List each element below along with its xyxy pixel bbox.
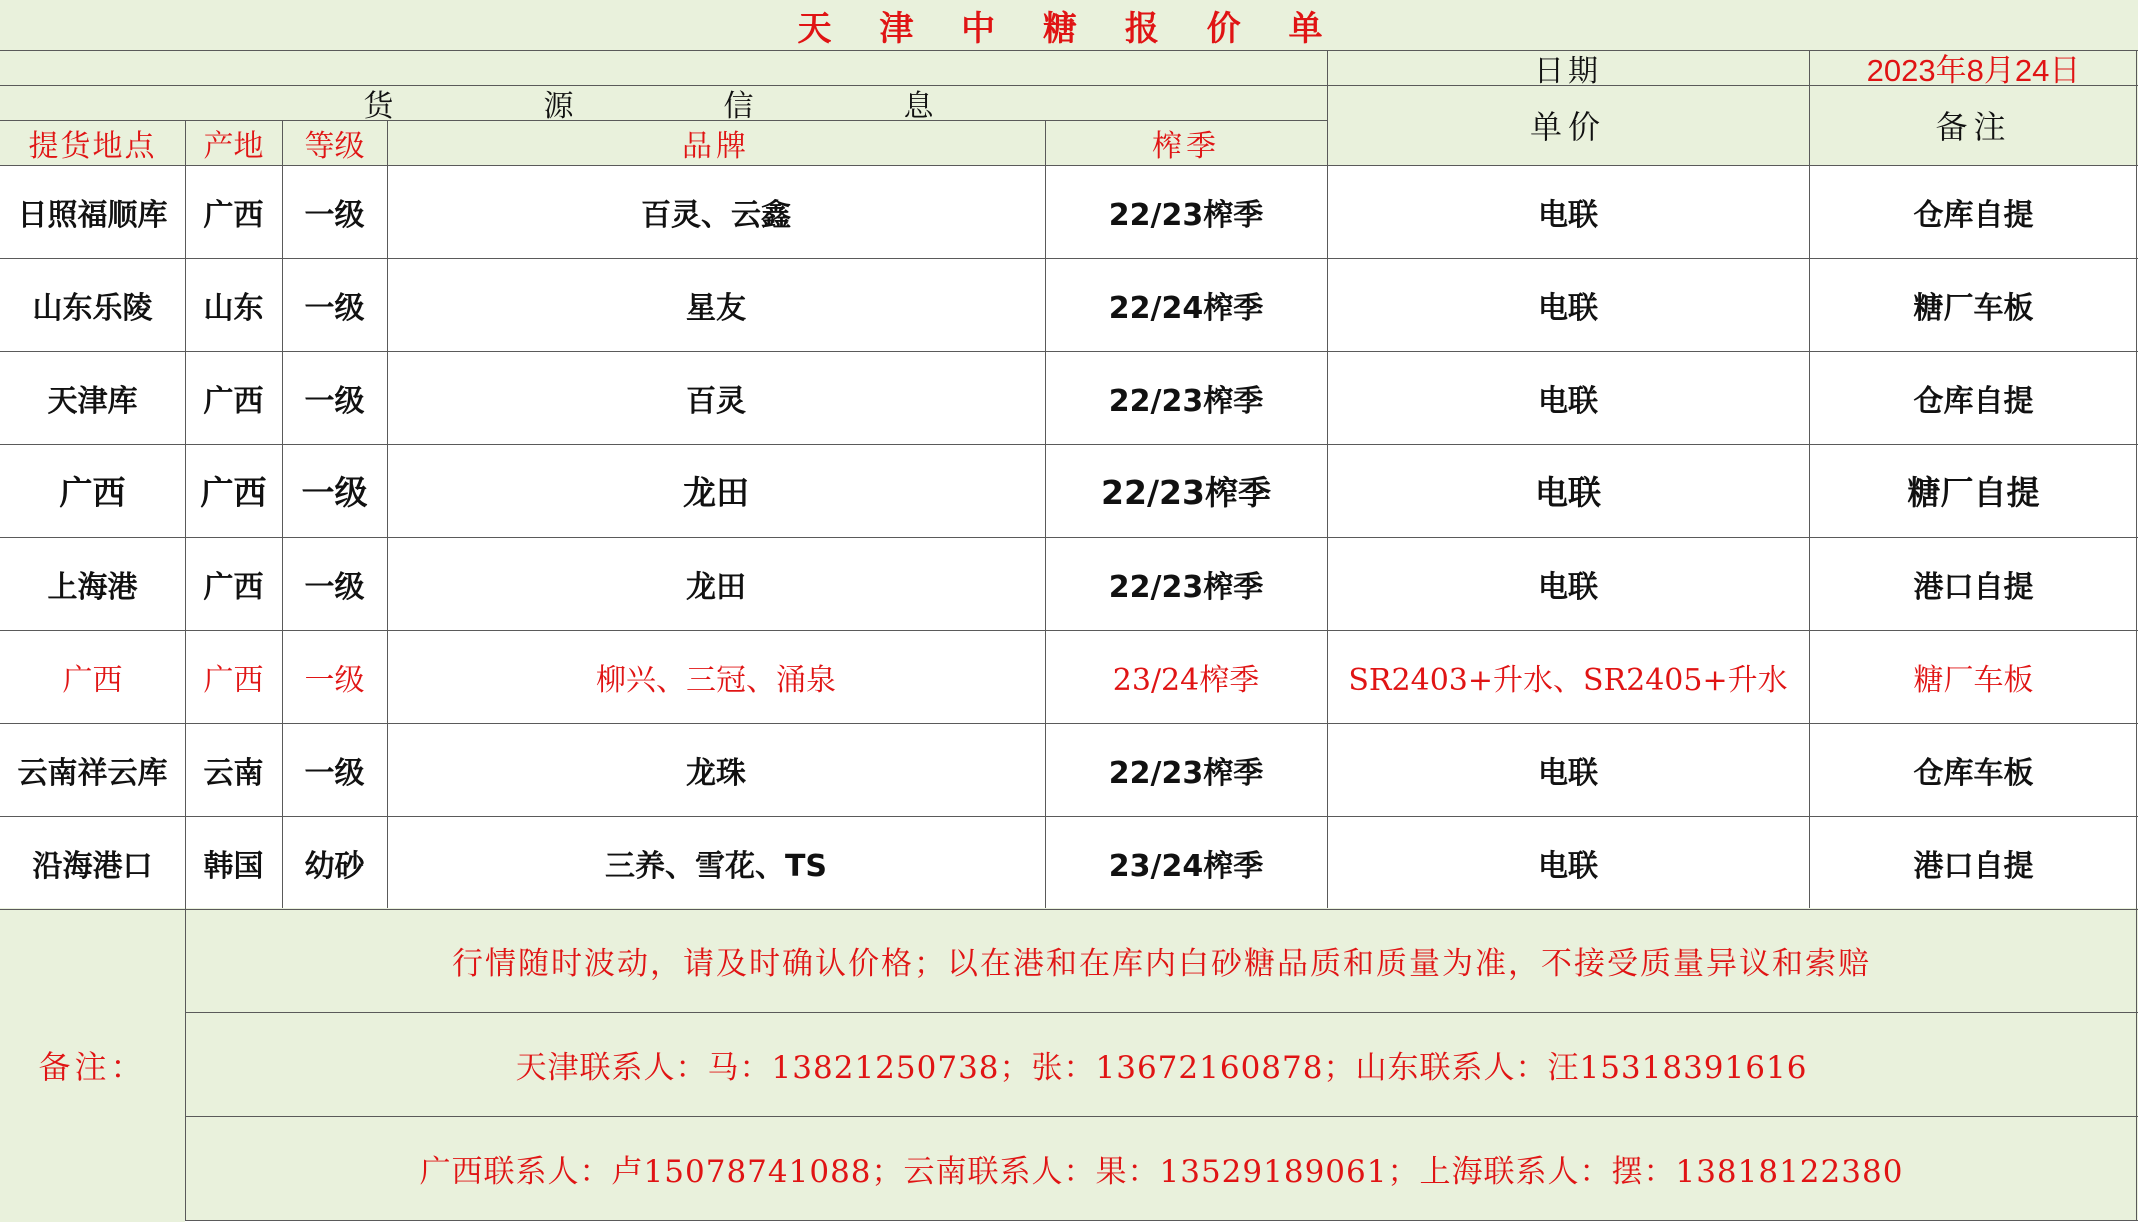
cell-remark: 糖厂车板 [1809, 630, 2138, 723]
grid-vline [1809, 50, 1810, 908]
col-header-brand: 品牌 [387, 120, 1045, 165]
cell-remark: 糖厂车板 [1809, 258, 2138, 351]
col-header-price: 单价 [1327, 85, 1809, 165]
cell-season: 23/24榨季 [1045, 630, 1327, 723]
cell-brand: 百灵、云鑫 [387, 165, 1045, 258]
cell-grade: 一级 [282, 165, 387, 258]
grid-hline [185, 1012, 2138, 1013]
source-info-header: 货 源 信 息 [0, 85, 1327, 120]
cell-grade: 一级 [282, 351, 387, 444]
cell-origin: 广西 [185, 165, 282, 258]
cell-price: 电联 [1327, 444, 1809, 537]
grid-vline [2136, 50, 2137, 1220]
cell-brand: 星友 [387, 258, 1045, 351]
cell-price: 电联 [1327, 351, 1809, 444]
grid-vline [282, 120, 283, 908]
cell-origin: 广西 [185, 537, 282, 630]
grid-vline [1327, 50, 1328, 908]
grid-hline [185, 1116, 2138, 1117]
cell-origin: 广西 [185, 630, 282, 723]
cell-season: 22/23榨季 [1045, 165, 1327, 258]
cell-season: 22/23榨季 [1045, 723, 1327, 816]
cell-origin: 云南 [185, 723, 282, 816]
cell-location: 山东乐陵 [0, 258, 185, 351]
cell-origin: 韩国 [185, 816, 282, 909]
grid-hline [0, 85, 2138, 86]
grid-hline [0, 120, 1327, 121]
grid-hline [185, 1220, 2138, 1221]
cell-grade: 一级 [282, 630, 387, 723]
col-header-location: 提货地点 [0, 120, 185, 165]
cell-location: 上海港 [0, 537, 185, 630]
cell-price: 电联 [1327, 723, 1809, 816]
col-header-season: 榨季 [1045, 120, 1327, 165]
col-header-grade: 等级 [282, 120, 387, 165]
grid-vline [185, 120, 186, 1220]
cell-brand: 龙田 [387, 444, 1045, 537]
cell-location: 日照福顺库 [0, 165, 185, 258]
cell-grade: 一级 [282, 537, 387, 630]
cell-remark: 仓库车板 [1809, 723, 2138, 816]
cell-location: 广西 [0, 444, 185, 537]
cell-price: SR2403+升水、SR2405+升水 [1327, 630, 1809, 723]
col-header-origin: 产地 [185, 120, 282, 165]
cell-price: 电联 [1327, 816, 1809, 909]
cell-origin: 广西 [185, 351, 282, 444]
header-blank [0, 50, 1327, 85]
cell-origin: 山东 [185, 258, 282, 351]
cell-remark: 港口自提 [1809, 816, 2138, 909]
grid-vline [387, 120, 388, 908]
cell-location: 天津库 [0, 351, 185, 444]
cell-season: 22/23榨季 [1045, 444, 1327, 537]
cell-brand: 柳兴、三冠、涌泉 [387, 630, 1045, 723]
grid-hline [0, 537, 2138, 538]
cell-grade: 一级 [282, 444, 387, 537]
cell-brand: 龙田 [387, 537, 1045, 630]
cell-price: 电联 [1327, 537, 1809, 630]
grid-hline [0, 351, 2138, 352]
grid-hline [0, 816, 2138, 817]
cell-remark: 糖厂自提 [1809, 444, 2138, 537]
cell-grade: 一级 [282, 258, 387, 351]
col-header-remark: 备注 [1809, 85, 2138, 165]
cell-season: 22/24榨季 [1045, 258, 1327, 351]
grid-hline [0, 723, 2138, 724]
cell-season: 23/24榨季 [1045, 816, 1327, 909]
grid-hline [0, 50, 2138, 51]
cell-grade: 幼砂 [282, 816, 387, 909]
cell-price: 电联 [1327, 258, 1809, 351]
cell-remark: 港口自提 [1809, 537, 2138, 630]
date-value: 2023年8月24日 [1809, 50, 2138, 85]
cell-remark: 仓库自提 [1809, 165, 2138, 258]
grid-hline [0, 444, 2138, 445]
footer-note-line3: 广西联系人：卢15078741088；云南联系人：果：13529189061；上海联系人：摆：13818122380 [185, 1116, 2138, 1220]
footer-note-line1: 行情随时波动，请及时确认价格；以在港和在库内白砂糖品质和质量为准，不接受质量异议和索赔 [185, 908, 2138, 1012]
cell-brand: 百灵 [387, 351, 1045, 444]
cell-location: 云南祥云库 [0, 723, 185, 816]
grid-vline [1045, 120, 1046, 908]
cell-price: 电联 [1327, 165, 1809, 258]
cell-brand: 三养、雪花、TS [387, 816, 1045, 909]
cell-remark: 仓库自提 [1809, 351, 2138, 444]
sheet-title: 天 津 中 糖 报 价 单 [0, 0, 2138, 50]
cell-location: 广西 [0, 630, 185, 723]
cell-grade: 一级 [282, 723, 387, 816]
cell-origin: 广西 [185, 444, 282, 537]
footer-label: 备注： [0, 908, 185, 1222]
cell-brand: 龙珠 [387, 723, 1045, 816]
cell-season: 22/23榨季 [1045, 351, 1327, 444]
grid-hline [0, 909, 2138, 910]
cell-location: 沿海港口 [0, 816, 185, 909]
grid-hline [0, 258, 2138, 259]
footer-note-line2: 天津联系人：马：13821250738；张：13672160878；山东联系人：汪15318391616 [185, 1012, 2138, 1116]
cell-season: 22/23榨季 [1045, 537, 1327, 630]
grid-hline [0, 630, 2138, 631]
grid-hline [0, 165, 2138, 166]
date-label: 日期 [1327, 50, 1809, 85]
